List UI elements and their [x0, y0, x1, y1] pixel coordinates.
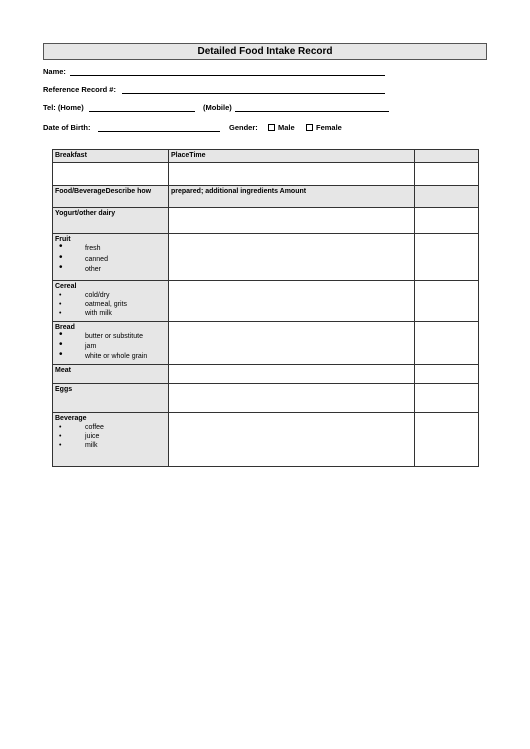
- list-item: • fresh: [55, 244, 166, 255]
- row-label: Fruit: [55, 236, 71, 243]
- row-label-cell: [53, 208, 169, 234]
- description-cell[interactable]: [169, 413, 415, 467]
- row-label: Cereal: [55, 283, 77, 290]
- table-row: [53, 384, 479, 413]
- item-list: [55, 423, 166, 450]
- list-item: • canned: [55, 255, 166, 266]
- header-empty-cell: [415, 150, 479, 163]
- amount-cell[interactable]: [415, 384, 479, 413]
- row-label-cell: [53, 322, 169, 365]
- row-label: Yogurt/other dairy: [55, 210, 116, 217]
- row-label: Beverage: [55, 415, 87, 422]
- male-label: Male: [278, 123, 295, 132]
- female-option[interactable]: [306, 123, 342, 132]
- blank-cell[interactable]: [53, 163, 169, 186]
- amount-cell[interactable]: [415, 234, 479, 281]
- list-item: • with milk: [55, 309, 166, 318]
- tel-home-field[interactable]: [89, 111, 195, 112]
- tel-home-label: Tel: (Home): [43, 103, 84, 112]
- table-row: [53, 281, 479, 322]
- description-cell[interactable]: [169, 322, 415, 365]
- amount-cell[interactable]: [415, 322, 479, 365]
- mobile-label: (Mobile): [203, 103, 232, 112]
- blank-cell[interactable]: [169, 163, 415, 186]
- list-item: • other: [55, 265, 166, 276]
- list-item: • jam: [55, 342, 166, 352]
- table-row: [53, 322, 479, 365]
- gender-label: Gender:: [229, 123, 258, 132]
- dob-field[interactable]: [98, 131, 220, 132]
- name-field[interactable]: [70, 75, 385, 76]
- item-list: [55, 291, 166, 318]
- blank-row: [53, 163, 479, 186]
- row-label-cell: [53, 384, 169, 413]
- description-cell[interactable]: [169, 234, 415, 281]
- row-label: Bread: [55, 324, 75, 331]
- breakfast-header: Breakfast: [53, 150, 169, 163]
- description-cell[interactable]: [169, 384, 415, 413]
- table-row: [53, 365, 479, 384]
- table-row: [53, 208, 479, 234]
- food-intake-table: [52, 149, 479, 467]
- list-item: • milk: [55, 441, 166, 450]
- list-item: • butter or substitute: [55, 332, 166, 342]
- description-cell[interactable]: [169, 281, 415, 322]
- table-row: [53, 413, 479, 467]
- amount-cell[interactable]: [415, 208, 479, 234]
- row-label: Meat: [55, 367, 71, 374]
- description-cell[interactable]: [169, 365, 415, 384]
- row-label: Eggs: [55, 386, 73, 393]
- male-checkbox[interactable]: [268, 124, 275, 131]
- male-option[interactable]: [268, 123, 295, 132]
- row-label-cell: [53, 234, 169, 281]
- food-beverage-header: Food/BeverageDescribe how: [53, 186, 169, 208]
- amount-cell[interactable]: [415, 365, 479, 384]
- list-item: • oatmeal, grits: [55, 300, 166, 309]
- row-label-cell: [53, 365, 169, 384]
- table-header-row: [53, 150, 479, 163]
- reference-label: Reference Record #:: [43, 85, 116, 94]
- list-item: • white or whole grain: [55, 352, 166, 362]
- mobile-field[interactable]: [235, 111, 389, 112]
- subheader-row: [53, 186, 479, 208]
- place-time-header: PlaceTime: [169, 150, 415, 163]
- list-item: • coffee: [55, 423, 166, 432]
- page-title: Detailed Food Intake Record: [43, 43, 487, 60]
- amount-cell[interactable]: [415, 281, 479, 322]
- description-cell[interactable]: [169, 208, 415, 234]
- item-list: [55, 244, 166, 276]
- female-checkbox[interactable]: [306, 124, 313, 131]
- item-list: [55, 332, 166, 362]
- description-header: prepared; additional ingredients Amount: [169, 186, 415, 208]
- row-label-cell: [53, 413, 169, 467]
- row-label-cell: [53, 281, 169, 322]
- table-row: [53, 234, 479, 281]
- name-label: Name:: [43, 67, 66, 76]
- dob-label: Date of Birth:: [43, 123, 91, 132]
- amount-cell[interactable]: [415, 413, 479, 467]
- list-item: • cold/dry: [55, 291, 166, 300]
- blank-cell[interactable]: [415, 163, 479, 186]
- list-item: • juice: [55, 432, 166, 441]
- female-label: Female: [316, 123, 342, 132]
- reference-field[interactable]: [122, 93, 385, 94]
- subheader-empty-cell: [415, 186, 479, 208]
